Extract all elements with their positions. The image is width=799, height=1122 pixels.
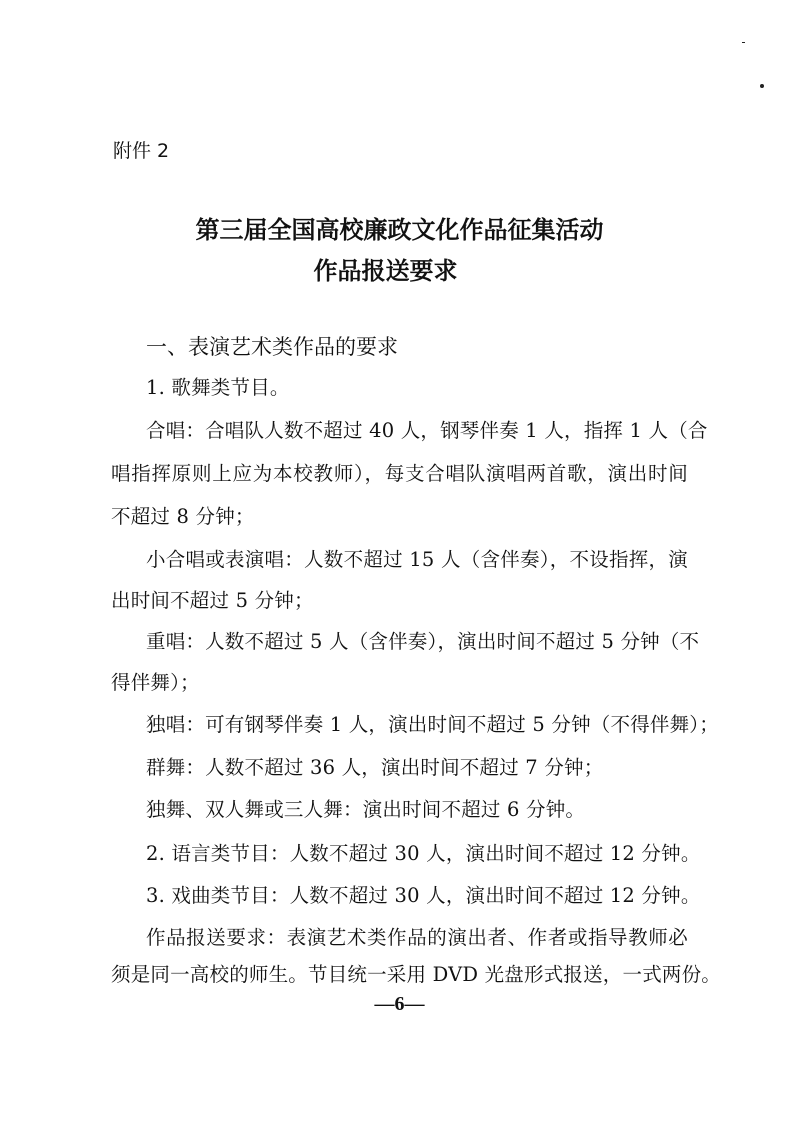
body-line: 独唱：可有钢琴伴奏 1 人，演出时间不超过 5 分钟（不得伴舞）； bbox=[146, 713, 719, 736]
body-line: 不超过 8 分钟； bbox=[111, 505, 255, 528]
body-line: 群舞：人数不超过 36 人，演出时间不超过 7 分钟； bbox=[146, 756, 604, 779]
scan-speck bbox=[760, 84, 764, 88]
body-line: 合唱：合唱队人数不超过 40 人，钢琴伴奏 1 人，指挥 1 人（合 bbox=[146, 419, 708, 442]
attachment-label: 附件 2 bbox=[113, 140, 170, 162]
body-line: 小合唱或表演唱：人数不超过 15 人（含伴奏），不设指挥，演 bbox=[146, 548, 688, 571]
page-number: —6— bbox=[374, 993, 425, 1015]
body-line: 作品报送要求：表演艺术类作品的演出者、作者或指导教师必 bbox=[146, 926, 688, 949]
body-line: 3. 戏曲类节目：人数不超过 30 人，演出时间不超过 12 分钟。 bbox=[146, 884, 701, 907]
body-line: 得伴舞）； bbox=[111, 671, 200, 694]
document-subtitle: 作品报送要求 bbox=[313, 257, 458, 285]
body-line: 1. 歌舞类节目。 bbox=[146, 376, 290, 399]
document-title: 第三届全国高校廉政文化作品征集活动 bbox=[195, 216, 604, 244]
body-line: 重唱：人数不超过 5 人（含伴奏），演出时间不超过 5 分钟（不 bbox=[146, 630, 700, 653]
section-heading: 一、表演艺术类作品的要求 bbox=[146, 335, 398, 359]
body-line: 出时间不超过 5 分钟； bbox=[111, 589, 314, 612]
body-line: 独舞、双人舞或三人舞：演出时间不超过 6 分钟。 bbox=[146, 798, 586, 821]
body-line: 唱指挥原则上应为本校教师），每支合唱队演唱两首歌，演出时间 bbox=[111, 462, 688, 485]
body-line: 2. 语言类节目：人数不超过 30 人，演出时间不超过 12 分钟。 bbox=[146, 842, 701, 865]
body-line: 须是同一高校的师生。节目统一采用 DVD 光盘形式报送，一式两份。 bbox=[111, 963, 722, 986]
scan-speck bbox=[742, 42, 745, 43]
